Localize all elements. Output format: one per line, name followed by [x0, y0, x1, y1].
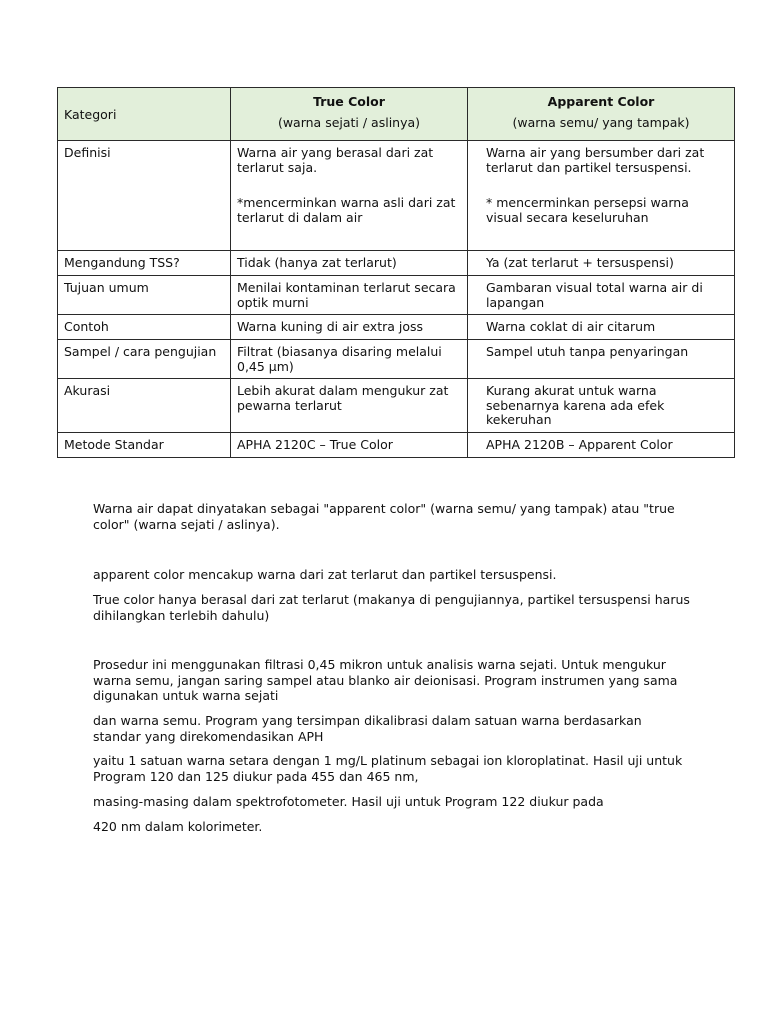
paragraph-colorimeter: 420 nm dalam kolorimeter. — [93, 819, 263, 834]
paragraph-procedure: Prosedur ini menggunakan filtrasi 0,45 mikron untuk analisis warna sejati. Untuk mengukur warna semu, jangan saring sampel atau blanko air deionisasi. Program instrumen yang sama digunakan untuk warna sejati — [93, 657, 678, 703]
row-category-cell: Akurasi — [58, 379, 231, 433]
apparent-color-title: Apparent Color — [547, 94, 655, 109]
row-true-cell — [231, 141, 468, 251]
row-true-cell: APHA 2120C – True Color — [231, 432, 468, 457]
row-category-cell: Contoh — [58, 315, 231, 340]
paragraph-true-definition: True color hanya berasal dari zat terlarut (makanya di pengujiannya, partikel tersuspensi harus dihilangkan terlebih dahulu) — [93, 592, 690, 623]
row-category-cell: Sampel / cara pengujian — [58, 340, 231, 379]
table-row — [58, 141, 735, 251]
table-row — [58, 340, 735, 379]
row-apparent-cell: Ya (zat terlarut + tersuspensi) — [468, 251, 735, 276]
definition-true-note: *mencerminkan warna asli dari zat terlarut di dalam air — [237, 195, 456, 225]
definition-apparent-text: Warna air yang bersumber dari zat terlarut dan partikel tersuspensi. — [486, 145, 705, 175]
definition-true-text: Warna air yang berasal dari zat terlarut saja. — [237, 145, 434, 175]
row-apparent-cell: Warna coklat di air citarum — [468, 315, 735, 340]
header-category-cell: Kategori — [58, 88, 231, 141]
true-color-title: True Color — [313, 94, 385, 109]
apparent-color-subtitle: (warna semu/ yang tampak) — [512, 114, 690, 130]
row-apparent-cell: Gambaran visual total warna air di lapangan — [468, 276, 735, 315]
table-row — [58, 315, 735, 340]
table-header-row — [58, 88, 735, 141]
paragraph-calibration: dan warna semu. Program yang tersimpan dikalibrasi dalam satuan warna berdasarkan standar yang direkomendasikan APH — [93, 713, 642, 744]
header-true-color-cell — [231, 88, 468, 141]
row-apparent-cell: APHA 2120B – Apparent Color — [468, 432, 735, 457]
row-apparent-cell — [468, 141, 735, 251]
paragraph-intro: Warna air dapat dinyatakan sebagai "apparent color" (warna semu/ yang tampak) atau "true color" (warna sejati / aslinya). — [93, 501, 675, 532]
row-category-cell: Mengandung TSS? — [58, 251, 231, 276]
row-category-cell: Definisi — [58, 141, 231, 251]
paragraph-spectrophotometer: masing-masing dalam spektrofotometer. Hasil uji untuk Program 122 diukur pada — [93, 794, 604, 809]
table-row — [58, 251, 735, 276]
header-apparent-color-cell — [468, 88, 735, 141]
table-row — [58, 379, 735, 433]
row-true-cell: Menilai kontaminan terlarut secara optik murni — [231, 276, 468, 315]
table-row — [58, 276, 735, 315]
color-comparison-table — [57, 87, 735, 458]
row-apparent-cell: Kurang akurat untuk warna sebenarnya karena ada efek kekeruhan — [468, 379, 735, 433]
paragraph-unit: yaitu 1 satuan warna setara dengan 1 mg/L platinum sebagai ion kloroplatinat. Hasil uji untuk Program 120 dan 125 diukur pada 455 dan 465 nm, — [93, 753, 683, 784]
row-apparent-cell: Sampel utuh tanpa penyaringan — [468, 340, 735, 379]
row-true-cell: Filtrat (biasanya disaring melalui 0,45 µm) — [231, 340, 468, 379]
row-category-cell: Metode Standar — [58, 432, 231, 457]
row-category-cell: Tujuan umum — [58, 276, 231, 315]
table-row — [58, 432, 735, 457]
row-true-cell: Warna kuning di air extra joss — [231, 315, 468, 340]
paragraph-apparent-definition: apparent color mencakup warna dari zat terlarut dan partikel tersuspensi. — [93, 567, 557, 582]
true-color-subtitle: (warna sejati / aslinya) — [277, 114, 421, 130]
definition-apparent-note: * mencerminkan persepsi warna visual secara keseluruhan — [486, 195, 689, 225]
row-true-cell: Lebih akurat dalam mengukur zat pewarna terlarut — [231, 379, 468, 433]
row-true-cell: Tidak (hanya zat terlarut) — [231, 251, 468, 276]
